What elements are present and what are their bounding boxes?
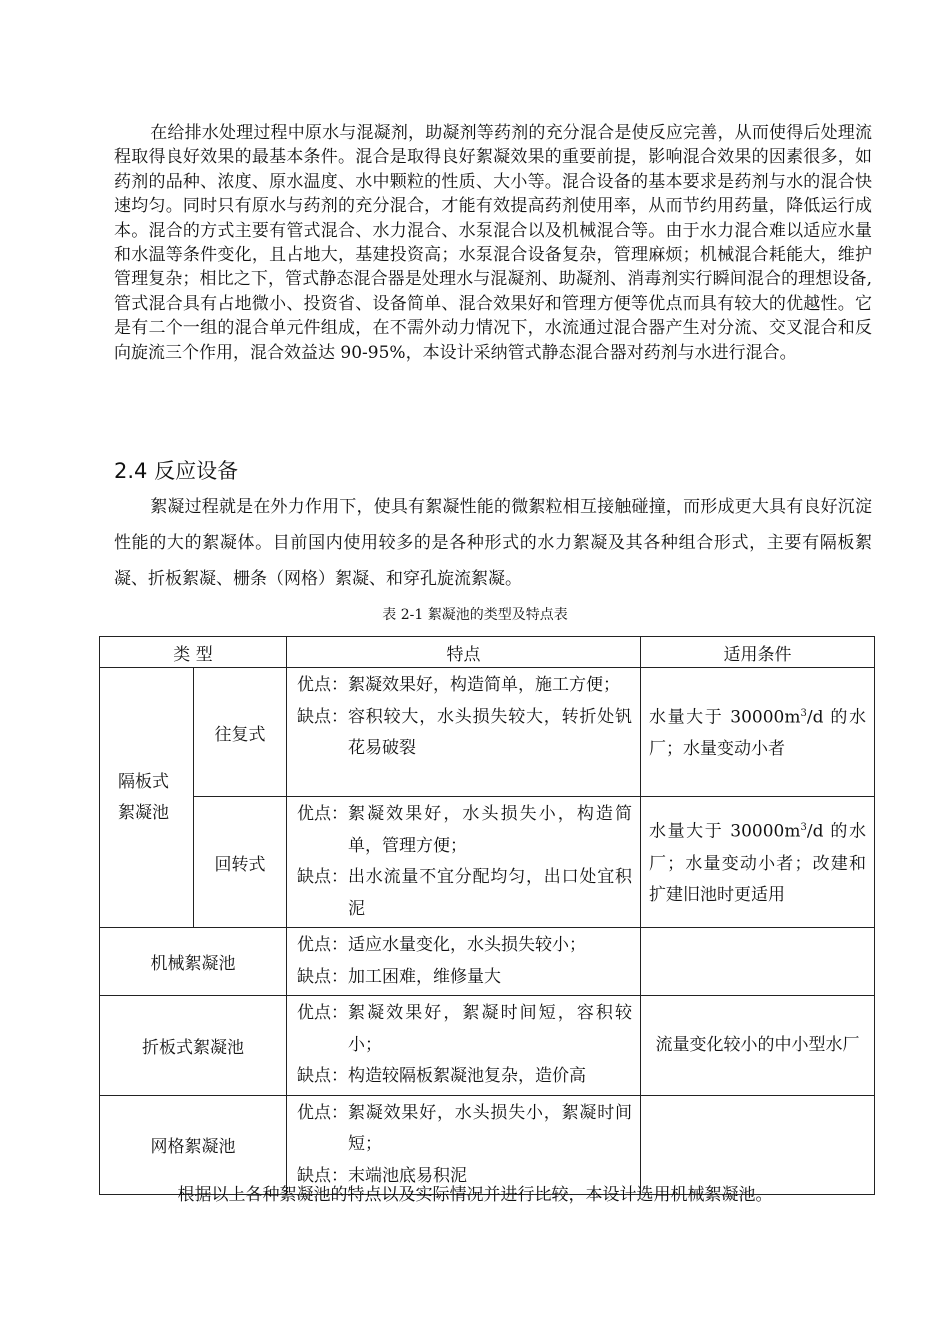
table-row (100, 996, 875, 1096)
conclusion-text: 根据以上各种絮凝池的特点以及实际情况并进行比较，本设计选用机械絮凝池。 (177, 1185, 773, 1205)
conditions-cell: 流量变化较小的中小型水厂 (641, 996, 875, 1096)
type-cell: 回转式 (194, 797, 287, 928)
header-features: 特点 (287, 637, 641, 668)
conditions-cell (641, 668, 875, 797)
cons-label: 缺点： (297, 867, 348, 887)
pros-text: 适应水量变化，水头损失较小； (348, 935, 586, 955)
flocculation-tank-table (99, 636, 875, 1195)
pros-label: 优点： (297, 1003, 348, 1023)
table-row (100, 668, 875, 797)
header-conditions: 适用条件 (641, 637, 875, 668)
type-cell: 机械絮凝池 (100, 928, 287, 996)
cons-label: 缺点： (297, 1066, 348, 1086)
cons-text: 加工困难，维修量大 (348, 966, 501, 987)
pros-label: 优点： (297, 675, 348, 695)
cons-label: 缺点： (297, 1165, 348, 1186)
pros-text: 絮凝效果好，构造简单，施工方便； (348, 675, 620, 695)
conditions-text-b: /d 的水厂；水量变动小者 (649, 707, 867, 760)
conditions-sup: 3 (800, 822, 807, 834)
cons-text: 容积较大，水头损失较大，转折处钒花易破裂 (348, 706, 632, 758)
intro-paragraph (114, 121, 872, 365)
pros-label: 优点： (297, 935, 348, 955)
type-cell: 网格絮凝池 (100, 1095, 287, 1195)
table-row (100, 928, 875, 996)
conditions-text-a: 水量大于 30000m (649, 822, 801, 843)
type-cell: 折板式絮凝池 (100, 996, 287, 1096)
pros-label: 优点： (297, 1102, 348, 1123)
table-header-row (100, 637, 875, 668)
pros-label: 优点： (297, 804, 348, 824)
group-cell (100, 668, 194, 928)
header-type: 类 型 (100, 637, 287, 668)
section-paragraph-text: 絮凝过程就是在外力作用下，使具有絮凝性能的微絮粒相互接触碰撞，而形成更大具有良好沉淀性能的大的絮凝体。目前国内使用较多的是各种形式的水力絮凝及其各种组合形式，主要有隔板絮凝、折板絮凝、栅条（网格）絮凝、和穿孔旋流絮凝。 (114, 497, 872, 589)
cons-text: 构造较隔板絮凝池复杂，造价高 (348, 1066, 586, 1086)
conditions-cell (641, 797, 875, 928)
pros-text: 絮凝效果好，水头损失小，絮凝时间短； (348, 1102, 632, 1154)
pros-text: 絮凝效果好，水头损失小，构造简单，管理方便； (348, 804, 632, 856)
features-cell (287, 928, 641, 996)
cons-text: 末端池底易积泥 (348, 1165, 467, 1186)
section-paragraph (114, 489, 872, 597)
features-cell (287, 996, 641, 1096)
section-heading: 2.4 反应设备 (114, 459, 239, 483)
conditions-text-a: 水量大于 30000m (649, 707, 801, 728)
pros-text: 絮凝效果好，絮凝时间短，容积较小； (348, 1003, 632, 1055)
type-cell: 往复式 (194, 668, 287, 797)
features-cell (287, 797, 641, 928)
features-cell (287, 668, 641, 797)
group-label: 隔板式絮凝池 (118, 771, 169, 823)
cons-label: 缺点： (297, 706, 348, 727)
table-row (100, 797, 875, 928)
conditions-sup: 3 (800, 708, 807, 720)
intro-paragraph-text: 在给排水处理过程中原水与混凝剂，助凝剂等药剂的充分混合是使反应完善，从而使得后处理流程取得良好效果的最基本条件。混合是取得良好絮凝效果的重要前提，影响混合效果的因素很多，如药剂的品种、浓度、原水温度、水中颗粒的性质、大小等。混合设备的基本要求是药剂与水的混合快速均匀。同时只有原水与药剂的充分混合，才能有效提高药剂使用率，从而节约用药量，降低运行成本。混合的方式主要有管式混合、水力混合、水泵混合以及机械混合等。由于水力混合难以适应水量和水温等条件变化，且占地大，基建投资高；水泵混合设备复杂，管理麻烦；机械混合耗能大，维护管理复杂；相比之下，管式静态混合器是处理水与混凝剂、助凝剂、消毒剂实行瞬间混合的理想设备,管式混合具有占地微小、投资省、设备简单、混合效果好和管理方便等优点而具有较大的优越性。它是有二个一组的混合单元件组成，在不需外动力情况下，水流通过混合器产生对分流、交叉混合和反向旋流三个作用，混合效益达 90-95%，本设计采纳管式静态混合器对药剂与水进行混合。 (114, 123, 872, 363)
cons-text: 出水流量不宜分配均匀，出口处宜积泥 (348, 867, 632, 919)
table-caption: 表 2-1 絮凝池的类型及特点表 (382, 607, 568, 623)
cons-label: 缺点： (297, 966, 348, 987)
conditions-text-b: /d 的水厂；水量变动小者；改建和扩建旧池时更适用 (649, 822, 867, 906)
conditions-cell (641, 928, 875, 996)
